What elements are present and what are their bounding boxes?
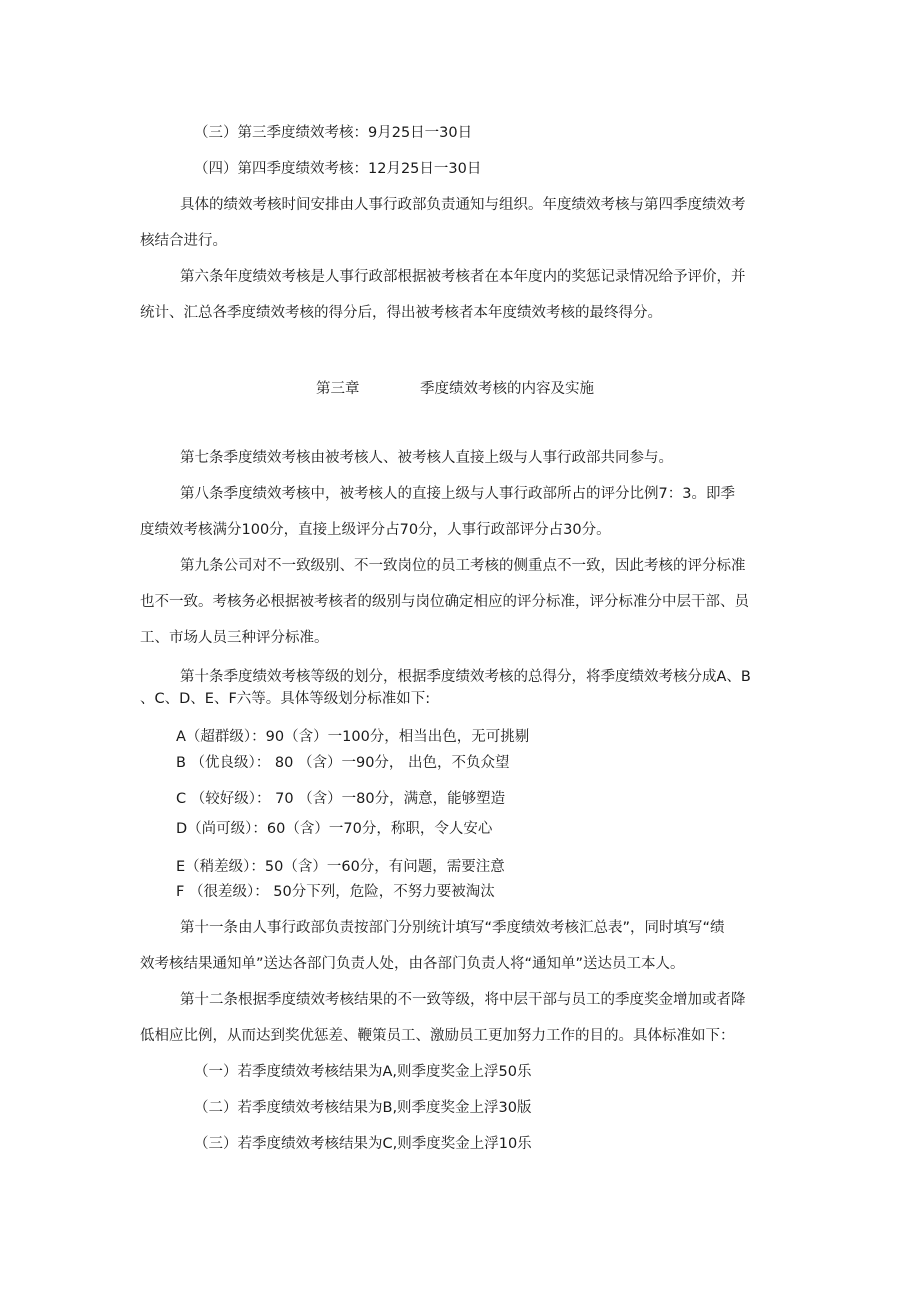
article-12-line: 第十二条根据季度绩效考核结果的不一致等级，将中层干部与员工的季度奖金增加或者降 [180, 992, 746, 1008]
article-11-line: 效考核结果通知单”送达各部门负责人处，由各部门负责人将“通知单”送达员工本人。 [140, 956, 685, 972]
article-8-line: 第八条季度绩效考核中，被考核人的直接上级与人事行政部所占的评分比例7：3。即季 [180, 486, 735, 502]
article-10-line: 、C、D、E、F六等。具体等级划分标准如下: [140, 691, 431, 707]
chapter-title: 季度绩效考核的内容及实施 [420, 381, 594, 397]
article-9-line: 工、市场人员三种评分标准。 [140, 630, 329, 646]
paragraph-line: 具体的绩效考核时间安排由人事行政部负责通知与组织。年度绩效考核与第四季度绩效考 [180, 197, 746, 213]
article-11-line: 第十一条由人事行政部负责按部门分别统计填写“季度绩效考核汇总表”，同时填写“绩 [180, 920, 725, 936]
grade-f: F （很差级）： 50分下列，危险，不努力要被淘汰 [176, 884, 495, 900]
bonus-rule-b: （二）若季度绩效考核结果为B,则季度奖金上浮30版 [194, 1100, 532, 1116]
article-9-line: 也不一致。考核务必根据被考核者的级别与岗位确定相应的评分标准，评分标准分中层干部、员 [140, 594, 749, 610]
article-7-line: 第七条季度绩效考核由被考核人、被考核人直接上级与人事行政部共同参与。 [180, 450, 673, 466]
schedule-q4: （四）第四季度绩效考核：12月25日一30日 [194, 161, 482, 177]
bonus-rule-a: （一）若季度绩效考核结果为A,则季度奖金上浮50乐 [194, 1064, 532, 1080]
article-6-line: 统计、汇总各季度绩效考核的得分后，得出被考核者本年度绩效考核的最终得分。 [140, 305, 662, 321]
article-8-line: 度绩效考核满分100分，直接上级评分占70分，人事行政部评分占30分。 [140, 522, 611, 538]
article-6-line: 第六条年度绩效考核是人事行政部根据被考核者在本年度内的奖惩记录情况给予评价，并 [180, 269, 746, 285]
grade-d: D（尚可级）：60（含）一70分，称职，令人安心 [176, 821, 493, 837]
chapter-label: 第三章 [316, 381, 360, 397]
grade-c: C （较好级）： 70 （含）一80分，满意，能够塑造 [176, 791, 506, 807]
paragraph-line: 核结合进行。 [140, 233, 227, 249]
schedule-q3: （三）第三季度绩效考核：9月25日一30日 [194, 125, 473, 141]
bonus-rule-c: （三）若季度绩效考核结果为C,则季度奖金上浮10乐 [194, 1136, 532, 1152]
grade-e: E（稍差级）：50（含）一60分，有问题，需要注意 [176, 859, 505, 875]
article-9-line: 第九条公司对不一致级别、不一致岗位的员工考核的侧重点不一致，因此考核的评分标准 [180, 558, 746, 574]
article-10-line: 第十条季度绩效考核等级的划分，根据季度绩效考核的总得分，将季度绩效考核分成A、B [180, 669, 751, 685]
grade-a: A（超群级）：90（含）一100分，相当出色，无可挑剔 [176, 729, 530, 745]
grade-b: B （优良级）： 80 （含）一90分， 出色，不负众望 [176, 755, 510, 771]
article-12-line: 低相应比例，从而达到奖优惩差、鞭策员工、激励员工更加努力工作的目的。具体标准如下： [140, 1028, 735, 1044]
